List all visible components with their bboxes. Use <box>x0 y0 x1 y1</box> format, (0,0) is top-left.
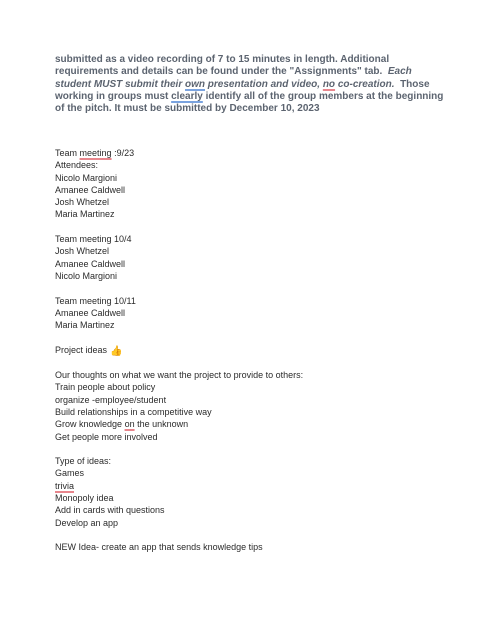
instructions-line-2: requirements and details can be found under the "Assignments" tab. Each <box>55 66 412 78</box>
list-item: Get people more involved <box>55 431 158 442</box>
list-item: Monopoly idea <box>55 493 114 504</box>
project-ideas-heading: Project ideas 👍 <box>55 344 123 357</box>
blank-line <box>55 282 435 294</box>
attendee-name: Josh Whetzel <box>55 246 110 257</box>
attendee-name: Josh Whetzel <box>55 197 110 208</box>
thumbs-up-icon: 👍 <box>110 345 123 357</box>
list-item <box>55 480 435 492</box>
meeting-2-title: Team meeting 10/4 <box>55 234 132 245</box>
spell-flag-on[interactable]: on <box>124 419 135 430</box>
new-idea-line: NEW Idea- create an app that sends knowledge tips <box>55 542 263 553</box>
blank-line <box>55 357 435 369</box>
list-item: Develop an app <box>55 517 119 528</box>
thoughts-heading: Our thoughts on what we want the project to provide to others: <box>55 370 304 381</box>
list-item: organize -employee/student <box>55 394 167 405</box>
blank-line <box>55 529 435 541</box>
attendee-name: Nicolo Margioni <box>55 270 118 281</box>
instructions-line-5: of the pitch. It must be submitted by December 10, 2023 <box>55 103 320 115</box>
attendees-label: Attendees: <box>55 160 99 171</box>
spell-flag-trivia[interactable]: trivia <box>55 480 75 491</box>
spell-flag-no[interactable]: no <box>322 78 336 90</box>
instructions-line-3: student MUST submit their own presentation and video, no co-creation. Those <box>55 78 430 90</box>
instructions-line-1: submitted as a video recording of 7 to 15 minutes in length. Additional <box>55 54 390 65</box>
meeting-3-title: Team meeting 10/11 <box>55 295 136 306</box>
attendee-name: Amanee Caldwell <box>55 258 126 269</box>
meeting-notes <box>55 147 435 554</box>
grammar-flag-clearly[interactable]: clearly <box>171 90 203 102</box>
list-item: Games <box>55 468 85 479</box>
attendee-name: Maria Martinez <box>55 209 115 220</box>
list-item: Train people about policy <box>55 382 156 393</box>
list-item: Build relationships in a competitive way <box>55 406 212 417</box>
grammar-flag-own[interactable]: own <box>185 78 206 90</box>
meeting-1-title: Team meeting :9/23 <box>55 148 135 158</box>
spell-flag-meeting[interactable]: meeting <box>79 148 112 158</box>
attendee-name: Amanee Caldwell <box>55 184 126 195</box>
attendee-name: Amanee Caldwell <box>55 307 126 318</box>
blank-line <box>55 221 435 233</box>
blank-line <box>55 331 435 343</box>
instructions-line-4: working in groups must clearly identify all of the group members at the beginning <box>55 90 444 102</box>
list-item: Add in cards with questions <box>55 505 165 516</box>
blank-line <box>55 443 435 455</box>
list-item: Grow knowledge on the unknown <box>55 419 189 430</box>
types-heading: Type of ideas: <box>55 456 112 467</box>
attendee-name: Nicolo Margioni <box>55 172 118 183</box>
assignment-instructions <box>55 54 444 115</box>
attendee-name: Maria Martinez <box>55 320 115 331</box>
